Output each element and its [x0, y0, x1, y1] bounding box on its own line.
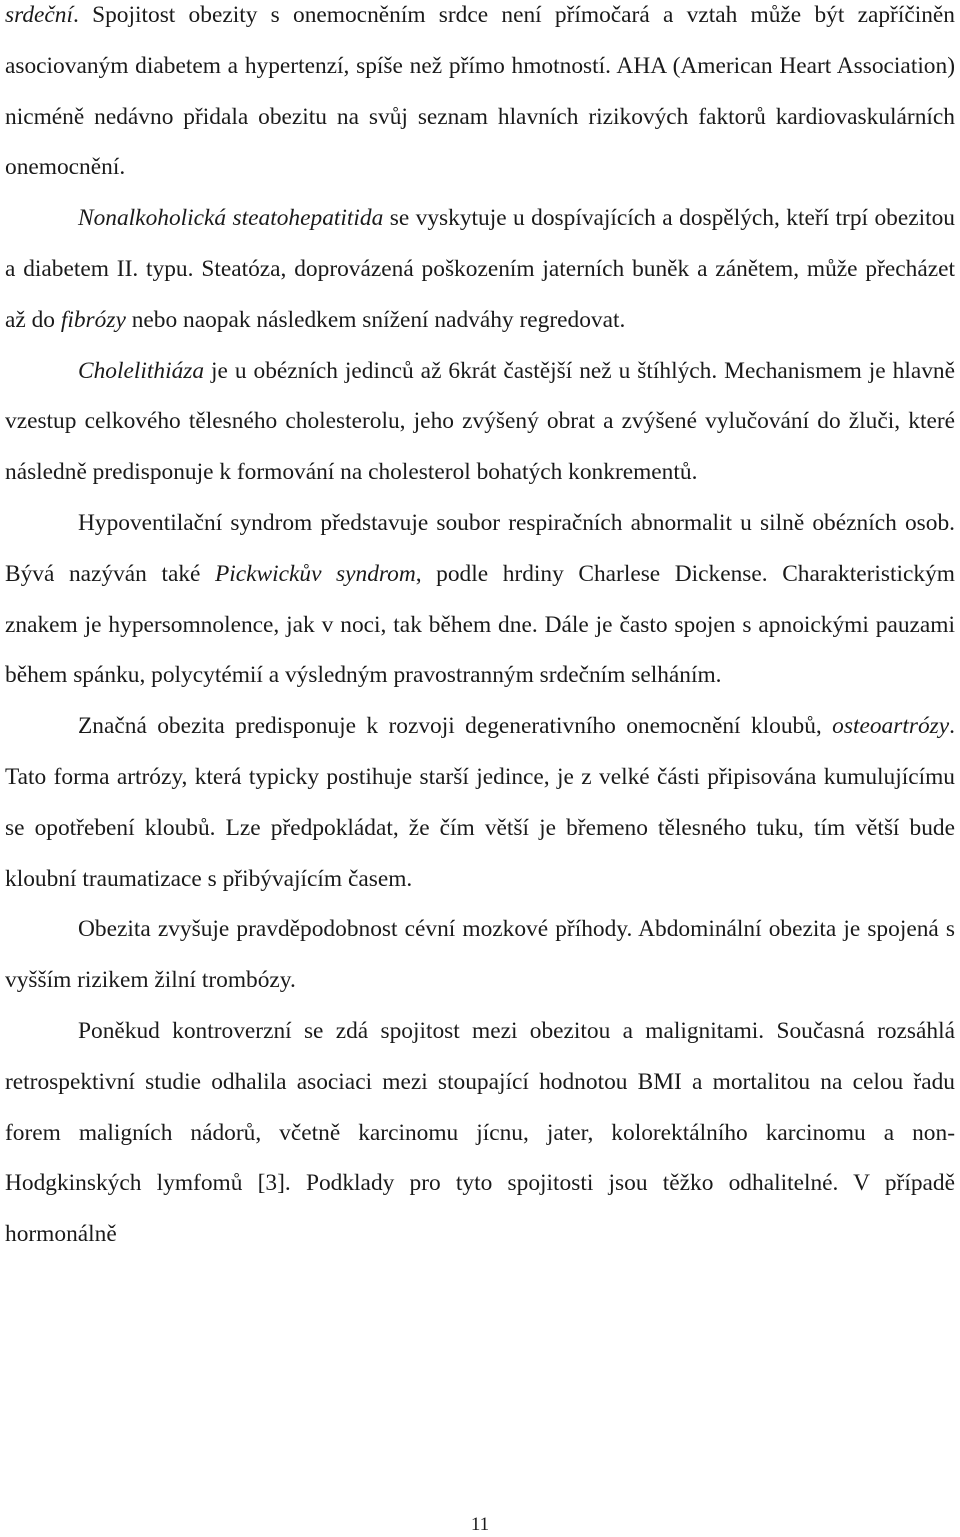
- paragraph-text: je u obézních jedinců až 6krát častější než u štíhlých. Mechanismem je hlavně vzestup celkového tělesného cholesterolu, jeho zvýšený obrat a zvýšené vylučování do žluči, které následně predisponuje k formování na cholesterol bohatých konkrementů.: [5, 357, 955, 486]
- paragraph-text: Značná obezita predisponuje k rozvoji degenerativního onemocnění kloubů,: [78, 713, 833, 740]
- paragraph-stroke: [5, 904, 955, 1006]
- paragraph-cholelithiasis: [5, 346, 955, 498]
- paragraph-steatohepatitis: [5, 193, 955, 345]
- paragraph-osteoarthritis: [5, 701, 955, 904]
- paragraph-text: . Spojitost obezity s onemocněním srdce není přímočará a vztah může být zapříčiněn asociovaným diabetem a hypertenzí, spíše než přímo hmotností. AHA (American Heart Association) nicméně nedávno přidala obezitu na svůj seznam hlavních rizikových faktorů kardiovaskulárních onemocnění.: [5, 2, 955, 181]
- italic-term: Pickwickův syndrom: [214, 560, 416, 587]
- paragraph-text: , podle hrdiny Charlese Dickense. Charakteristickým znakem je hypersomnolence, jak v noci, tak během dne. Dále je často spojen s apnoickými pauzami během spánku, polycytémií a výsledným pravostranným srdečním selháním.: [5, 560, 955, 689]
- italic-term: srdeční: [5, 2, 73, 28]
- paragraph-text: nebo naopak následkem snížení nadváhy regredovat.: [125, 306, 626, 333]
- italic-term: fibrózy: [60, 306, 126, 333]
- document-page: [5, 0, 955, 1260]
- paragraph-hypoventilation: [5, 498, 955, 701]
- paragraph-text: se vyskytuje u dospívajících a dospělých, kteří trpí obezitou a diabetem II. typu. Steatóza, doprovázená poškozením jaterních buněk a zánětem, může přecházet až do: [5, 205, 956, 333]
- italic-term: Nonalkoholická steatohepatitida: [78, 205, 384, 232]
- paragraph-text: . Tato forma artrózy, která typicky postihuje starší jedince, je z velké části připisována kumulujícímu se opotřebení kloubů. Lze předpokládat, že čím větší je břemeno tělesného tuku, tím větší bude kloubní traumatizace s přibývajícím časem.: [5, 713, 955, 892]
- paragraph-text: Poněkud kontroverzní se zdá spojitost mezi obezitou a malignitami. Současná rozsáhlá retrospektivní studie odhalila asociaci mezi stoupající hodnotou BMI a mortalitou na celou řadu forem maligních nádorů, včetně karcinomu jícnu, jater, kolorektálního karcinomu a non-Hodgkinských lymfomů [3]. Podklady pro tyto spojitosti jsou těžko odhalitelné. V případě hormonálně: [5, 1017, 955, 1248]
- paragraph-text: Hypoventilační syndrom představuje soubor respiračních abnormalit u silně obézních osob. Bývá nazýván také: [5, 509, 955, 587]
- italic-term: osteoartrózy: [832, 713, 950, 740]
- page-number: 11: [470, 1514, 490, 1535]
- paragraph-malignancy: [5, 1006, 955, 1260]
- paragraph-heart-disease: [5, 0, 955, 193]
- italic-term: Cholelithiáza: [78, 357, 205, 384]
- paragraph-text: Obezita zvyšuje pravděpodobnost cévní mozkové příhody. Abdominální obezita je spojená s vyšším rizikem žilní trombózy.: [5, 916, 955, 994]
